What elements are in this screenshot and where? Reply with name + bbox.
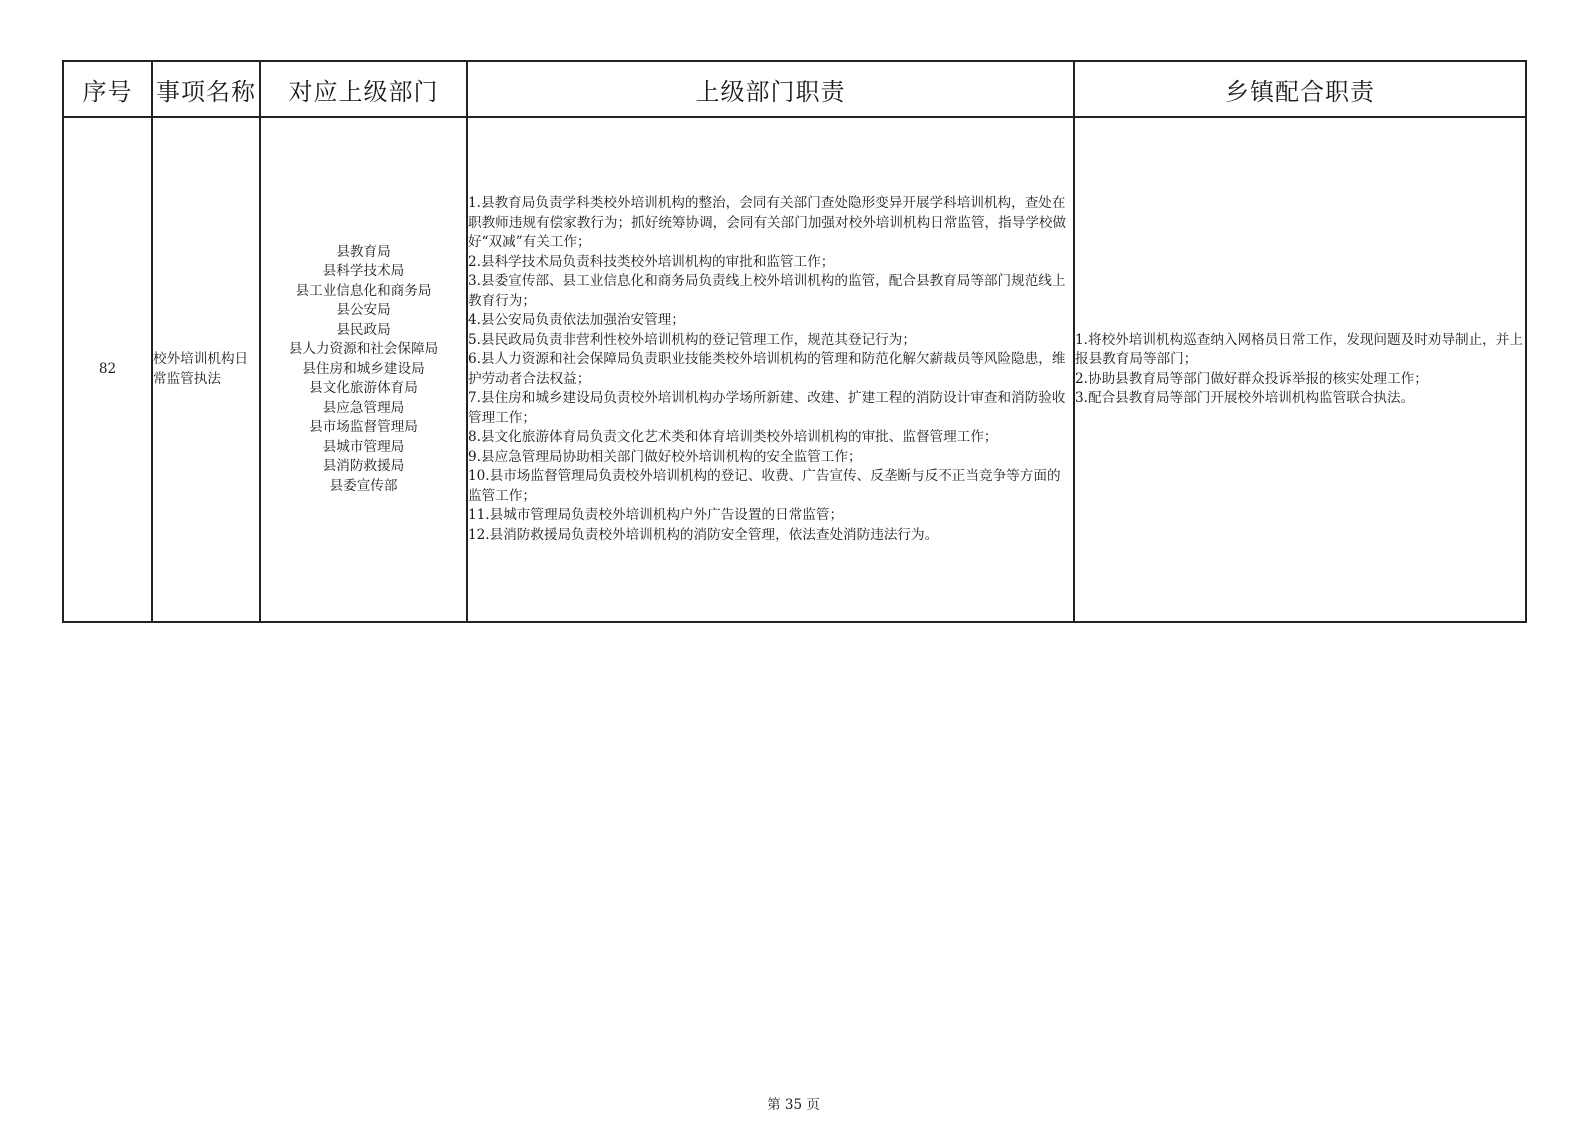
department-item: 县消防救援局 xyxy=(322,458,405,475)
duty-item: 2.县科学技术局负责科技类校外培训机构的审批和监管工作； xyxy=(468,253,835,270)
header-number: 序号 xyxy=(63,61,152,117)
header-township-duties: 乡镇配合职责 xyxy=(1074,61,1526,117)
cell-number: 82 xyxy=(63,117,152,622)
township-duty-item: 1.将校外培训机构巡查纳入网格员日常工作，发现问题及时劝导制止，并上报县教育局等部门； xyxy=(1075,331,1523,367)
header-superior-duties: 上级部门职责 xyxy=(467,61,1074,117)
duty-item: 9.县应急管理局协助相关部门做好校外培训机构的安全监管工作； xyxy=(468,448,862,465)
township-duty-item: 3.配合县教育局等部门开展校外培训机构监管联合执法。 xyxy=(1075,390,1415,406)
department-item: 县住房和城乡建设局 xyxy=(302,360,425,377)
township-duty-item: 2.协助县教育局等部门做好群众投诉举报的核实处理工作； xyxy=(1075,370,1428,387)
cell-item-name: 校外培训机构日常监管执法 xyxy=(152,117,260,622)
duty-item: 11.县城市管理局负责校外培训机构户外广告设置的日常监管； xyxy=(468,507,844,523)
header-item-name: 事项名称 xyxy=(152,61,260,117)
department-item: 县民政局 xyxy=(336,321,391,338)
department-item: 县教育局 xyxy=(336,243,391,260)
duty-item: 7.县住房和城乡建设局负责校外培训机构办学场所新建、改建、扩建工程的消防设计审查和消防验收管理工作； xyxy=(468,390,1066,426)
department-item: 县科学技术局 xyxy=(322,263,405,280)
department-item: 县应急管理局 xyxy=(322,399,405,416)
cell-superior-duties xyxy=(467,117,1074,622)
duty-item: 5.县民政局负责非营利性校外培训机构的登记管理工作，规范其登记行为； xyxy=(468,331,916,348)
department-item: 县人力资源和社会保障局 xyxy=(288,341,439,358)
department-item: 县工业信息化和商务局 xyxy=(295,282,432,299)
duty-item: 10.县市场监督管理局负责校外培训机构的登记、收费、广告宣传、反垄断与反不正当竞争等方面的监管工作； xyxy=(468,468,1061,504)
cell-departments xyxy=(260,117,467,622)
department-item: 县城市管理局 xyxy=(322,438,405,455)
department-item: 县委宣传部 xyxy=(329,477,398,494)
department-item: 县文化旅游体育局 xyxy=(309,380,418,397)
responsibility-table xyxy=(62,60,1527,623)
duty-item: 4.县公安局负责依法加强治安管理； xyxy=(468,312,685,328)
table-row xyxy=(63,117,1526,622)
table-header-row xyxy=(63,61,1526,117)
page-number: 第 35 页 xyxy=(767,1097,820,1113)
department-item: 县市场监督管理局 xyxy=(309,419,418,436)
duty-item: 6.县人力资源和社会保障局负责职业技能类校外培训机构的管理和防范化解欠薪裁员等风险隐患，维护劳动者合法权益； xyxy=(468,351,1066,387)
cell-township-duties xyxy=(1074,117,1526,622)
duty-item: 3.县委宣传部、县工业信息化和商务局负责线上校外培训机构的监管，配合县教育局等部门规范线上教育行为； xyxy=(468,273,1066,309)
duty-item: 1.县教育局负责学科类校外培训机构的整治，会同有关部门查处隐形变异开展学科培训机构，查处在职教师违规有偿家教行为；抓好统筹协调，会同有关部门加强对校外培训机构日常监管，指导学校做好“双减”有关工作； xyxy=(468,195,1067,250)
duty-item: 12.县消防救援局负责校外培训机构的消防安全管理，依法查处消防违法行为。 xyxy=(468,526,939,543)
header-superior-department: 对应上级部门 xyxy=(260,61,467,117)
duty-item: 8.县文化旅游体育局负责文化艺术类和体育培训类校外培训机构的审批、监督管理工作； xyxy=(468,429,998,445)
department-item: 县公安局 xyxy=(336,302,391,319)
